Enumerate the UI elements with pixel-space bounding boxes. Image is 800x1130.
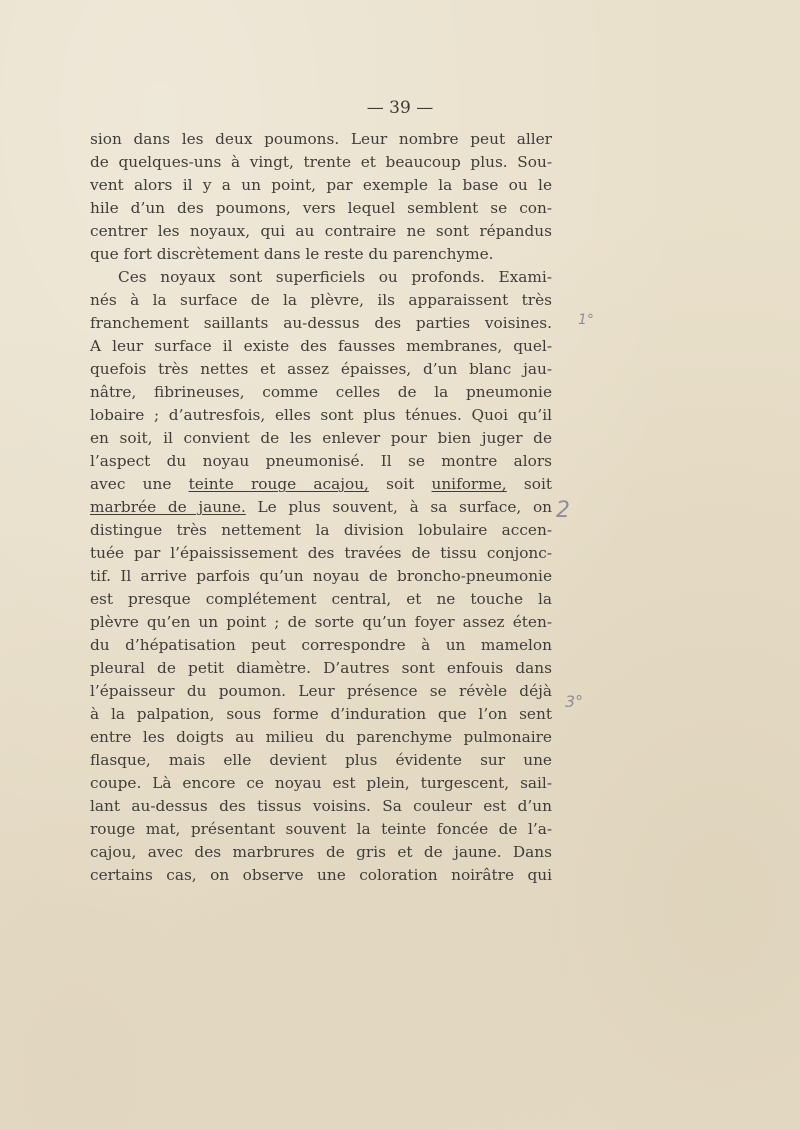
text-line: de quelques-uns à vingt, trente et beaucoup plus. Sou- <box>90 153 552 171</box>
text-line: du d’hépatisation peut correspondre à un mamelon <box>90 636 552 654</box>
margin-note: 3° <box>565 692 584 711</box>
text-line: l’aspect du noyau pneumonisé. Il se montre alors <box>90 452 552 470</box>
text-line-underlined <box>90 496 552 519</box>
underlined-text: marbrée de jaune. <box>90 498 246 516</box>
body-text <box>90 128 552 887</box>
text-line: que fort discrètement dans le reste du parenchyme. <box>90 245 494 263</box>
text-line: est presque complétement central, et ne touche la <box>90 590 552 608</box>
text-line: franchement saillants au-dessus des parties voisines. <box>90 314 552 332</box>
text-line: tif. Il arrive parfois qu’un noyau de broncho-pneumonie <box>90 567 552 585</box>
text-line: coupe. Là encore ce noyau est plein, turgescent, sail- <box>90 774 552 792</box>
margin-note: 2 <box>556 498 570 523</box>
text-span: Le plus souvent, à sa surface, on <box>245 498 553 516</box>
underlined-text: teinte rouge acajou, <box>188 475 369 493</box>
text-line: lobaire ; d’autresfois, elles sont plus ténues. Quoi qu’il <box>90 406 552 424</box>
text-line: en soit, il convient de les enlever pour bien juger de <box>90 429 552 447</box>
text-line: hile d’un des poumons, vers lequel semblent se con- <box>90 199 552 217</box>
page-number: — 39 — <box>366 98 434 118</box>
text-line: centrer les noyaux, qui au contraire ne sont répandus <box>90 222 552 240</box>
text-line: l’épaisseur du poumon. Leur présence se révèle déjà <box>90 682 552 700</box>
text-line: à la palpation, sous forme d’induration que l’on sent <box>90 705 552 723</box>
text-span: avec une <box>90 475 189 493</box>
text-line: sion dans les deux poumons. Leur nombre peut aller <box>90 130 552 148</box>
text-line: quefois très nettes et assez épaisses, d’un blanc jau- <box>90 360 552 378</box>
text-line: distingue très nettement la division lobulaire accen- <box>90 521 552 539</box>
text-line: tuée par l’épaississement des travées de tissu conjonc- <box>90 544 552 562</box>
margin-note: 1° <box>578 312 594 328</box>
text-line: entre les doigts au milieu du parenchyme pulmonaire <box>90 728 552 746</box>
text-line: pleural de petit diamètre. D’autres sont enfouis dans <box>90 659 552 677</box>
text-span: soit <box>506 475 552 493</box>
underlined-text: uniforme, <box>431 475 507 493</box>
text-line: vent alors il y a un point, par exemple la base ou le <box>90 176 552 194</box>
text-line: rouge mat, présentant souvent la teinte foncée de l’a- <box>90 820 552 838</box>
text-line: A leur surface il existe des fausses membranes, quel- <box>90 337 552 355</box>
text-line: certains cas, on observe une coloration noirâtre qui <box>90 866 552 884</box>
text-line: nâtre, fibrineuses, comme celles de la pneumonie <box>90 383 552 401</box>
text-line: cajou, avec des marbrures de gris et de jaune. Dans <box>90 843 552 861</box>
text-line: lant au-dessus des tissus voisins. Sa couleur est d’un <box>90 797 552 815</box>
text-line: flasque, mais elle devient plus évidente sur une <box>90 751 552 769</box>
text-line: Ces noyaux sont superficiels ou profonds. Exami- <box>118 268 552 286</box>
text-line-underlined <box>90 473 552 496</box>
text-line: nés à la surface de la plèvre, ils apparaissent très <box>90 291 552 309</box>
text-span: soit <box>368 475 432 493</box>
text-line: plèvre qu’en un point ; de sorte qu’un foyer assez éten- <box>90 613 552 631</box>
